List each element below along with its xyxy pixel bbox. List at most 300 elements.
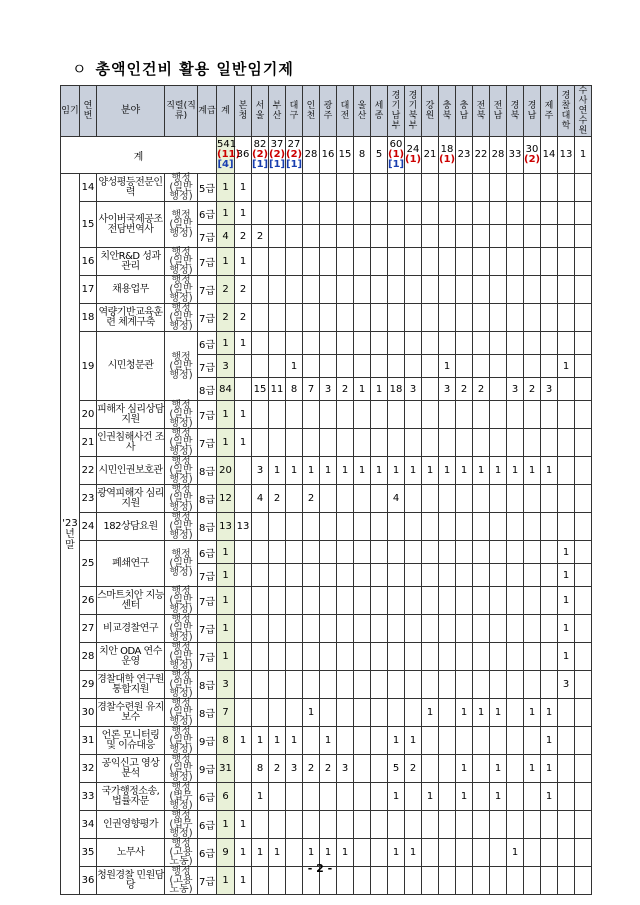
- row-region-cell: [575, 332, 592, 355]
- row-region-cell: [286, 643, 303, 671]
- row-total: 8: [217, 727, 235, 755]
- row-region-cell: 8: [286, 378, 303, 401]
- row-region-cell: [269, 401, 286, 429]
- row-region-cell: [405, 615, 422, 643]
- row-category: 채용업무: [97, 276, 165, 304]
- summary-cell: [217, 137, 241, 174]
- row-category: 경찰수련원 유지보수: [97, 699, 165, 727]
- row-region-cell: [575, 541, 592, 564]
- row-region-cell: [456, 541, 473, 564]
- summary-cell: [439, 137, 456, 174]
- row-region-cell: [575, 671, 592, 699]
- row-region-cell: 1: [490, 457, 507, 485]
- row-region-cell: [252, 513, 269, 541]
- table-body: [61, 137, 592, 895]
- row-region-cell: [388, 174, 405, 202]
- row-job: 행정(일반행정): [165, 615, 198, 643]
- row-region-cell: [303, 615, 320, 643]
- row-job: 행정(고용노동): [165, 839, 198, 867]
- row-job: 행정(일반행정): [165, 587, 198, 615]
- row-region-cell: [541, 671, 558, 699]
- header-region: 울산: [354, 86, 371, 137]
- row-region-cell: [507, 541, 524, 564]
- header-region: 세종: [371, 86, 388, 137]
- row-region-cell: [575, 276, 592, 304]
- row-region-cell: [422, 643, 439, 671]
- row-region-cell: [524, 615, 541, 643]
- row-total: 7: [217, 699, 235, 727]
- row-region-cell: [371, 174, 388, 202]
- summary-cell: [541, 137, 558, 174]
- row-region-cell: [507, 564, 524, 587]
- summary-value: 36: [236, 149, 250, 160]
- row-region-cell: [286, 401, 303, 429]
- row-region-cell: [286, 202, 303, 225]
- row-region-cell: [439, 671, 456, 699]
- row-region-cell: 1: [269, 727, 286, 755]
- summary-value: 23: [457, 149, 471, 160]
- header-grade: 계급: [198, 86, 217, 137]
- row-region-cell: [269, 202, 286, 225]
- row-region-cell: 2: [473, 378, 490, 401]
- row-region-cell: [252, 643, 269, 671]
- header-region: 경찰대학: [558, 86, 575, 137]
- row-region-cell: [439, 304, 456, 332]
- row-region-cell: [456, 401, 473, 429]
- row-region-cell: [456, 513, 473, 541]
- summary-cell: [269, 137, 286, 174]
- summary-cell: [388, 137, 405, 174]
- row-region-cell: [490, 541, 507, 564]
- row-grade: 6급: [198, 811, 217, 839]
- row-serial: 32: [80, 755, 97, 783]
- row-total: 1: [217, 174, 235, 202]
- row-region-cell: [405, 671, 422, 699]
- row-region-cell: [337, 699, 354, 727]
- row-region-cell: 1: [490, 755, 507, 783]
- table-row: [61, 699, 592, 727]
- row-region-cell: 1: [558, 615, 575, 643]
- row-region-cell: 1: [558, 587, 575, 615]
- row-region-cell: [473, 587, 490, 615]
- row-region-cell: 1: [388, 839, 405, 867]
- summary-blue-note: [1]: [388, 159, 405, 170]
- row-job: 행정(일반행정): [165, 513, 198, 541]
- row-region-cell: 15: [252, 378, 269, 401]
- row-job: 행정(일반행정): [165, 541, 198, 587]
- row-region-cell: 1: [473, 457, 490, 485]
- row-region-cell: [575, 699, 592, 727]
- row-grade: 7급: [198, 643, 217, 671]
- summary-value: 21: [423, 149, 437, 160]
- row-region-cell: [490, 225, 507, 248]
- summary-value: 22: [474, 149, 488, 160]
- row-region-cell: [303, 541, 320, 564]
- row-region-cell: [371, 248, 388, 276]
- row-region-cell: [235, 783, 252, 811]
- row-region-cell: [490, 513, 507, 541]
- row-region-cell: 1: [303, 699, 320, 727]
- row-region-cell: [507, 332, 524, 355]
- row-region-cell: [524, 332, 541, 355]
- row-region-cell: [558, 783, 575, 811]
- row-grade: 6급: [198, 783, 217, 811]
- row-region-cell: 2: [269, 485, 286, 513]
- row-region-cell: [524, 248, 541, 276]
- row-region-cell: 1: [252, 783, 269, 811]
- row-region-cell: 2: [252, 225, 269, 248]
- row-region-cell: 8: [252, 755, 269, 783]
- table-row: [61, 174, 592, 202]
- personnel-table: [60, 85, 592, 895]
- row-region-cell: [269, 513, 286, 541]
- row-region-cell: [524, 541, 541, 564]
- row-region-cell: [354, 671, 371, 699]
- row-region-cell: [303, 429, 320, 457]
- row-region-cell: 1: [541, 457, 558, 485]
- table-row: [61, 202, 592, 225]
- row-region-cell: 1: [456, 783, 473, 811]
- row-region-cell: [473, 727, 490, 755]
- row-region-cell: [269, 429, 286, 457]
- row-grade: 7급: [198, 867, 217, 895]
- row-region-cell: [252, 276, 269, 304]
- row-region-cell: [575, 401, 592, 429]
- header-region: 대전: [337, 86, 354, 137]
- row-region-cell: [354, 248, 371, 276]
- row-region-cell: [286, 587, 303, 615]
- row-region-cell: [286, 225, 303, 248]
- row-category: 치안R&D 성과관리: [97, 248, 165, 276]
- row-job: 행정(일반행정): [165, 457, 198, 485]
- row-total: 2: [217, 304, 235, 332]
- row-region-cell: 1: [422, 457, 439, 485]
- row-region-cell: [388, 332, 405, 355]
- row-region-cell: [490, 615, 507, 643]
- row-serial: 14: [80, 174, 97, 202]
- row-region-cell: [541, 276, 558, 304]
- row-category: 시민청문관: [97, 332, 165, 401]
- row-region-cell: [337, 248, 354, 276]
- row-region-cell: 1: [490, 783, 507, 811]
- row-category: 사이버국제공조 전담번역사: [97, 202, 165, 248]
- summary-value: 27: [287, 139, 301, 150]
- summary-label: 계: [61, 137, 217, 174]
- row-region-cell: [490, 429, 507, 457]
- row-category: 182상담요원: [97, 513, 165, 541]
- row-region-cell: [388, 615, 405, 643]
- row-region-cell: [286, 541, 303, 564]
- row-region-cell: [269, 811, 286, 839]
- row-region-cell: [422, 587, 439, 615]
- summary-value: 5: [375, 149, 383, 160]
- row-region-cell: [388, 304, 405, 332]
- row-region-cell: 2: [235, 276, 252, 304]
- row-region-cell: 1: [235, 401, 252, 429]
- row-region-cell: [541, 401, 558, 429]
- row-region-cell: [490, 564, 507, 587]
- row-region-cell: [575, 378, 592, 401]
- row-region-cell: [371, 276, 388, 304]
- table-row: [61, 457, 592, 485]
- row-total: 13: [217, 513, 235, 541]
- row-region-cell: [473, 643, 490, 671]
- row-serial: 34: [80, 811, 97, 839]
- row-total: 1: [217, 429, 235, 457]
- row-region-cell: 1: [558, 541, 575, 564]
- row-region-cell: [473, 671, 490, 699]
- row-region-cell: [456, 332, 473, 355]
- row-grade: 9급: [198, 727, 217, 755]
- summary-cell: [490, 137, 507, 174]
- row-region-cell: 1: [320, 457, 337, 485]
- row-job: 행정(고용노동): [165, 867, 198, 895]
- row-region-cell: [354, 783, 371, 811]
- row-region-cell: [490, 332, 507, 355]
- row-region-cell: [235, 485, 252, 513]
- row-region-cell: [473, 513, 490, 541]
- row-region-cell: [422, 564, 439, 587]
- row-job: 행정(일반행정): [165, 755, 198, 783]
- row-region-cell: 1: [388, 783, 405, 811]
- summary-cell: [303, 137, 320, 174]
- row-region-cell: [524, 643, 541, 671]
- row-region-cell: [303, 643, 320, 671]
- row-region-cell: [371, 485, 388, 513]
- row-region-cell: [354, 564, 371, 587]
- row-region-cell: [456, 643, 473, 671]
- row-region-cell: 1: [388, 457, 405, 485]
- row-region-cell: [303, 513, 320, 541]
- row-grade: 7급: [198, 615, 217, 643]
- row-category: 폐쇄연구: [97, 541, 165, 587]
- row-region-cell: [371, 202, 388, 225]
- row-grade: 7급: [198, 225, 217, 248]
- row-region-cell: [507, 643, 524, 671]
- row-region-cell: [235, 564, 252, 587]
- row-region-cell: 1: [235, 332, 252, 355]
- row-region-cell: [405, 202, 422, 225]
- row-region-cell: [558, 457, 575, 485]
- row-region-cell: [303, 174, 320, 202]
- row-region-cell: [575, 755, 592, 783]
- row-region-cell: [558, 332, 575, 355]
- summary-cell: [558, 137, 575, 174]
- row-total: 31: [217, 755, 235, 783]
- row-region-cell: [405, 332, 422, 355]
- row-region-cell: [371, 355, 388, 378]
- row-region-cell: [371, 401, 388, 429]
- row-region-cell: [388, 429, 405, 457]
- row-region-cell: [507, 174, 524, 202]
- row-region-cell: [541, 248, 558, 276]
- row-region-cell: [320, 643, 337, 671]
- row-grade: 5급: [198, 174, 217, 202]
- summary-cell: [235, 137, 252, 174]
- row-region-cell: [541, 225, 558, 248]
- row-region-cell: [269, 174, 286, 202]
- row-region-cell: [575, 355, 592, 378]
- row-region-cell: [320, 541, 337, 564]
- row-region-cell: [354, 355, 371, 378]
- row-region-cell: [490, 485, 507, 513]
- row-region-cell: [320, 248, 337, 276]
- summary-value: 24: [406, 144, 420, 155]
- summary-cell: [473, 137, 490, 174]
- row-job: 행정(일반행정): [165, 174, 198, 202]
- row-region-cell: [303, 355, 320, 378]
- row-region-cell: [320, 615, 337, 643]
- row-region-cell: [371, 671, 388, 699]
- summary-red-note: (2): [252, 149, 269, 160]
- row-total: 20: [217, 457, 235, 485]
- row-region-cell: [337, 564, 354, 587]
- row-region-cell: [405, 225, 422, 248]
- row-region-cell: [439, 727, 456, 755]
- row-region-cell: [252, 541, 269, 564]
- page-number: - 2 -: [307, 862, 333, 875]
- row-region-cell: [320, 355, 337, 378]
- row-region-cell: [269, 225, 286, 248]
- row-region-cell: [541, 615, 558, 643]
- row-region-cell: [473, 355, 490, 378]
- row-region-cell: 1: [524, 699, 541, 727]
- row-region-cell: [422, 429, 439, 457]
- summary-blue-note: [4]: [217, 159, 234, 170]
- row-region-cell: [405, 699, 422, 727]
- row-region-cell: [303, 587, 320, 615]
- row-region-cell: 3: [320, 378, 337, 401]
- row-region-cell: [354, 755, 371, 783]
- row-total: 1: [217, 541, 235, 564]
- row-region-cell: [558, 699, 575, 727]
- row-serial: 21: [80, 429, 97, 457]
- header-job: 직렬(직류): [165, 86, 198, 137]
- row-region-cell: 1: [269, 839, 286, 867]
- row-region-cell: 1: [235, 839, 252, 867]
- row-serial: 24: [80, 513, 97, 541]
- row-region-cell: [439, 276, 456, 304]
- row-total: 1: [217, 615, 235, 643]
- row-region-cell: [269, 248, 286, 276]
- row-region-cell: [286, 332, 303, 355]
- row-region-cell: [337, 615, 354, 643]
- row-region-cell: 1: [235, 202, 252, 225]
- row-region-cell: [558, 276, 575, 304]
- row-region-cell: 2: [235, 304, 252, 332]
- row-region-cell: [269, 541, 286, 564]
- row-region-cell: [456, 276, 473, 304]
- row-region-cell: [541, 587, 558, 615]
- row-region-cell: [490, 811, 507, 839]
- row-region-cell: 3: [252, 457, 269, 485]
- row-region-cell: [422, 615, 439, 643]
- row-region-cell: [456, 248, 473, 276]
- row-region-cell: 7: [303, 378, 320, 401]
- row-serial: 29: [80, 671, 97, 699]
- row-region-cell: [541, 174, 558, 202]
- row-category: 광역피해자 심리지원: [97, 485, 165, 513]
- row-grade: 7급: [198, 355, 217, 378]
- row-serial: 22: [80, 457, 97, 485]
- row-region-cell: [456, 811, 473, 839]
- row-region-cell: [388, 355, 405, 378]
- row-serial: 36: [80, 867, 97, 895]
- row-region-cell: [490, 355, 507, 378]
- header-category: 분야: [97, 86, 165, 137]
- row-total: 9: [217, 839, 235, 867]
- row-region-cell: [524, 429, 541, 457]
- header-region: 충남: [456, 86, 473, 137]
- row-region-cell: 3: [541, 378, 558, 401]
- row-region-cell: [456, 564, 473, 587]
- row-total: 4: [217, 225, 235, 248]
- header-region: 전남: [490, 86, 507, 137]
- row-category: 역량기반교육훈련 체계구축: [97, 304, 165, 332]
- header-region: 전북: [473, 86, 490, 137]
- row-region-cell: 1: [303, 457, 320, 485]
- row-region-cell: [473, 304, 490, 332]
- row-region-cell: [507, 429, 524, 457]
- row-region-cell: [524, 401, 541, 429]
- row-category: 피해자 심리상담 지원: [97, 401, 165, 429]
- summary-value: 14: [542, 149, 556, 160]
- row-region-cell: 3: [405, 378, 422, 401]
- row-region-cell: [320, 401, 337, 429]
- row-region-cell: [456, 671, 473, 699]
- row-region-cell: [286, 783, 303, 811]
- row-region-cell: [422, 401, 439, 429]
- row-region-cell: [354, 332, 371, 355]
- table-row: [61, 429, 592, 457]
- row-region-cell: [388, 671, 405, 699]
- row-region-cell: [439, 564, 456, 587]
- row-region-cell: [371, 304, 388, 332]
- row-region-cell: [575, 485, 592, 513]
- row-grade: 9급: [198, 755, 217, 783]
- row-region-cell: [456, 202, 473, 225]
- summary-cell: [524, 137, 541, 174]
- row-region-cell: [541, 332, 558, 355]
- row-region-cell: [524, 671, 541, 699]
- summary-cell: [456, 137, 473, 174]
- row-total: 1: [217, 643, 235, 671]
- summary-value: 82: [253, 139, 267, 150]
- row-region-cell: [439, 783, 456, 811]
- row-region-cell: [558, 811, 575, 839]
- row-region-cell: [507, 671, 524, 699]
- row-region-cell: [575, 783, 592, 811]
- row-region-cell: [252, 202, 269, 225]
- row-region-cell: [422, 248, 439, 276]
- row-region-cell: 1: [422, 783, 439, 811]
- row-region-cell: [507, 727, 524, 755]
- row-region-cell: [252, 355, 269, 378]
- row-region-cell: [422, 332, 439, 355]
- row-total: 1: [217, 202, 235, 225]
- row-region-cell: [490, 276, 507, 304]
- row-region-cell: [320, 587, 337, 615]
- row-region-cell: [439, 643, 456, 671]
- row-job: 행정(법무행정): [165, 783, 198, 811]
- row-grade: 8급: [198, 485, 217, 513]
- row-region-cell: [252, 248, 269, 276]
- row-region-cell: [337, 332, 354, 355]
- row-region-cell: [439, 174, 456, 202]
- row-region-cell: 2: [269, 755, 286, 783]
- row-region-cell: [405, 587, 422, 615]
- row-region-cell: [541, 355, 558, 378]
